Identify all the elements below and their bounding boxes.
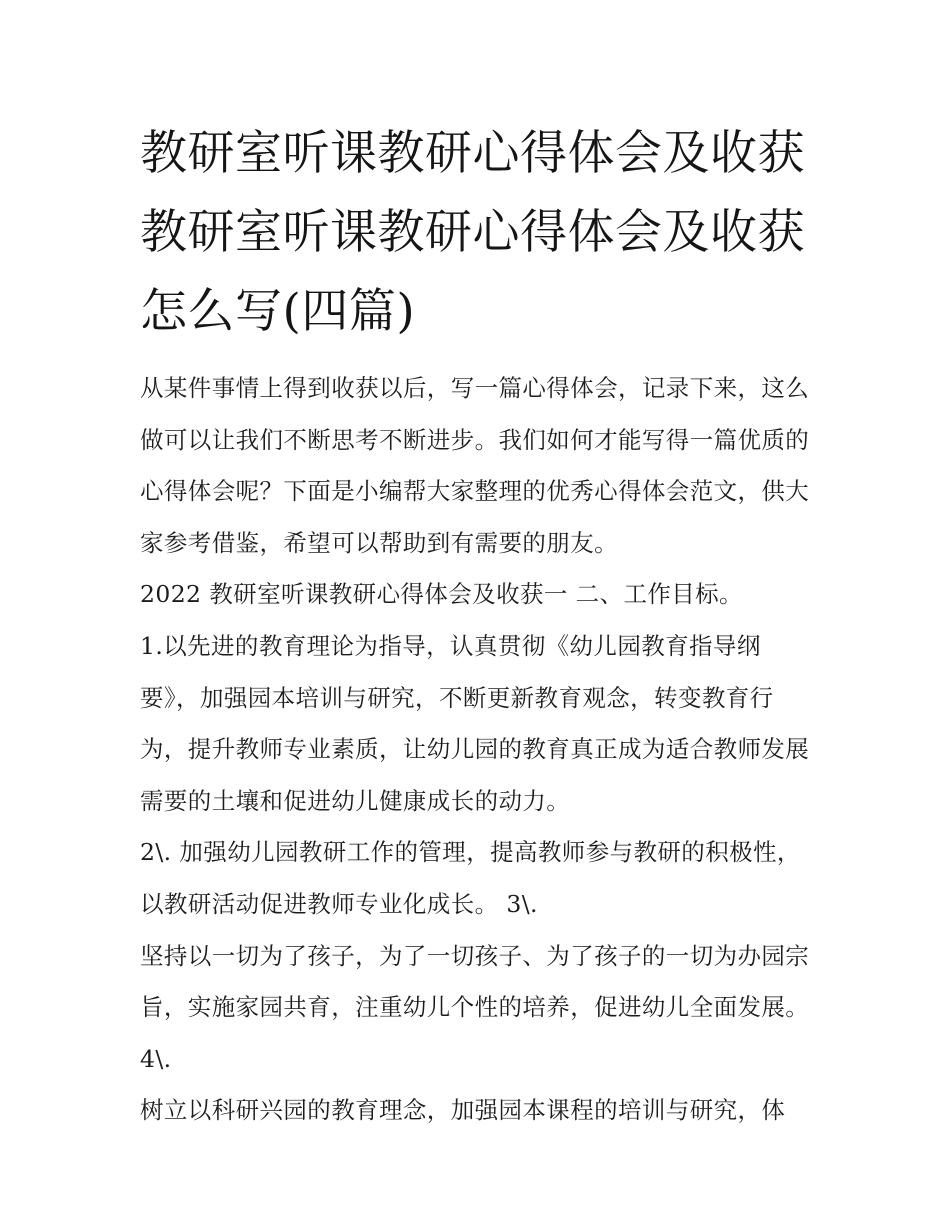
intro-paragraph: 从某件事情上得到收获以后，写一篇心得体会，记录下来，这么做可以让我们不断思考不断进步。我们如何才能写得一篇优质的心得体会呢？下面是小编帮大家整理的优秀心得体会范文，供大家参考借鉴，希望可以帮助到有需要的朋友。: [140, 374, 810, 557]
document-body: [140, 363, 820, 1137]
goal-item-2: 2\. 加强幼儿园教研工作的管理，提高教师参与教研的积极性，以教研活动促进教师专业化成长。 3\.: [140, 838, 801, 918]
section-heading: 2022 教研室听课教研心得体会及收获一 二、工作目标。: [140, 580, 743, 609]
goal-item-3: 坚持以一切为了孩子，为了一切孩子、为了孩子的一切为办园宗旨，实施家园共育，注重幼儿个性的培养，促进幼儿全面发展。 4\.: [140, 941, 810, 1073]
goal-item-4: 树立以科研兴园的教育理念，加强园本课程的培训与研究，体: [140, 1096, 786, 1125]
goal-item-1: 1.以先进的教育理论为指导，认真贯彻《幼儿园教育指导纲要》，加强园本培训与研究，不断更新教育观念，转变教育行为，提升教师专业素质，让幼儿园的教育真正成为适合教师发展需要的土壤和促进幼儿健康成长的动力。: [140, 631, 810, 815]
document-page: [140, 114, 820, 1137]
document-title: 教研室听课教研心得体会及收获 教研室听课教研心得体会及收获怎么写(四篇): [140, 126, 805, 339]
